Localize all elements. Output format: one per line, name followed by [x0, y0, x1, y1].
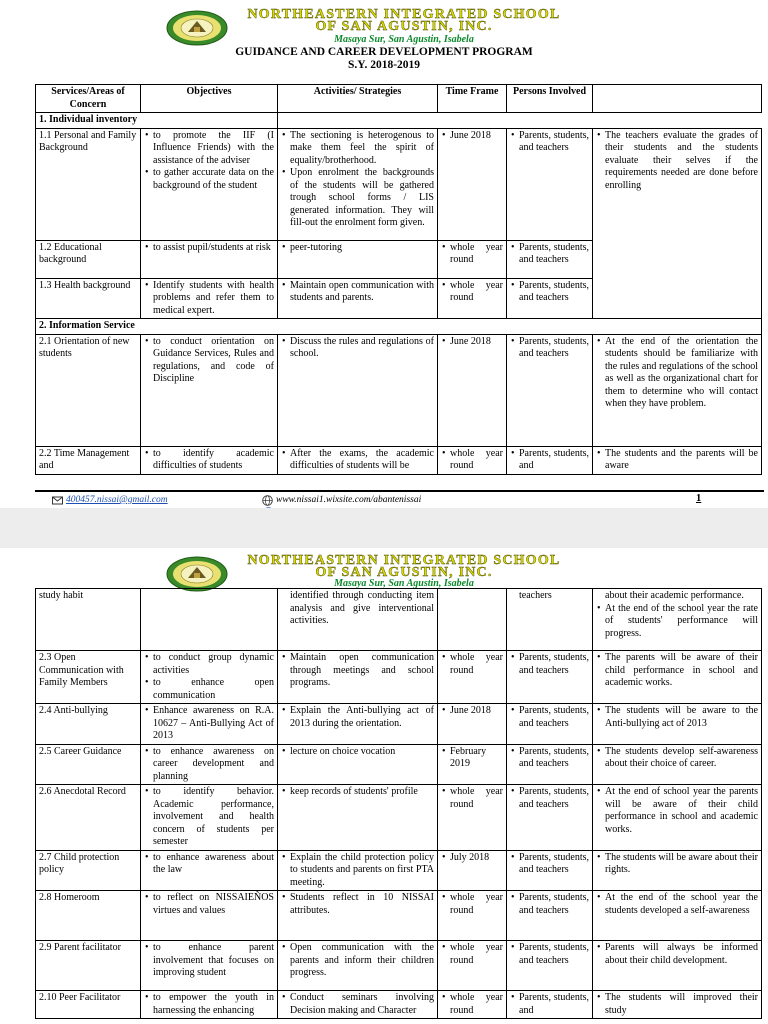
activities-cell	[278, 941, 438, 991]
table-row	[36, 891, 762, 941]
document-page-1	[0, 0, 768, 485]
time-frame-cell	[438, 446, 507, 474]
section-row	[36, 113, 762, 129]
activity-item: • Upon enrolment the backgrounds of the students will be gathered trough school forms / LIS generated information. They will fill-out the enrolment form given.	[290, 167, 434, 230]
activities-cell	[278, 744, 438, 785]
remarks-item: • At the end of the school year the students developed a self-awareness	[605, 892, 758, 917]
remarks-cell	[593, 785, 762, 851]
email-link[interactable]: 400457.nissai@gmail.com	[66, 495, 168, 505]
school-address: Masaya Sur, San Agustin, Isabela	[334, 578, 474, 589]
persons-item: • Parents, students, and teachers	[519, 786, 589, 811]
objective-item: • to identify academic difficulties of students	[153, 448, 274, 473]
persons-item: • Parents, students, and teachers	[519, 280, 589, 305]
time-frame-cell	[438, 891, 507, 941]
persons-cell	[507, 785, 593, 851]
remarks-cell	[593, 446, 762, 474]
remarks-cell	[593, 589, 762, 651]
time-frame-cell	[438, 744, 507, 785]
activity-item: • lecture on choice vocation	[290, 746, 434, 759]
persons-item: • Parents, students, and teachers	[519, 242, 589, 267]
objective-item: • Identify students with health problems and refer them to medical expert.	[153, 280, 274, 318]
page-number: 1	[696, 493, 702, 504]
time-frame-cell	[438, 785, 507, 851]
activities-cell	[278, 278, 438, 319]
area-cell: 2.10 Peer Facilitator	[36, 991, 141, 1019]
objectives-cell	[141, 891, 278, 941]
objective-item: • to reflect on NISSAIEÑOS virtues and values	[153, 892, 274, 917]
objectives-cell	[141, 991, 278, 1019]
remarks-item: • Parents will always be informed about their child development.	[605, 942, 758, 967]
objectives-cell	[141, 446, 278, 474]
persons-cell	[507, 128, 593, 240]
time-frame-cell	[438, 240, 507, 278]
remarks-item: • The students and the parents will be aware	[605, 448, 758, 473]
column-header-remarks	[593, 85, 762, 113]
email-icon	[52, 495, 63, 506]
time-frame-cell	[438, 278, 507, 319]
objective-item: • to enhance parent involvement that focuses on improving student	[153, 942, 274, 980]
persons-cell	[507, 991, 593, 1019]
area-cell: 2.4 Anti-bullying	[36, 704, 141, 745]
school-name	[234, 555, 574, 579]
objectives-cell	[141, 651, 278, 704]
persons-cell	[507, 446, 593, 474]
time-frame-item: • whole year round	[450, 942, 503, 967]
activity-item: • Explain the child protection policy to students and parents on first PTA meeting.	[290, 852, 434, 890]
area-cell: 2.7 Child protection policy	[36, 850, 141, 891]
persons-cell	[507, 891, 593, 941]
time-frame-item: • July 2018	[450, 852, 503, 865]
activities-cell	[278, 240, 438, 278]
activity-item: • Explain the Anti-bullying act of 2013 during the orientation.	[290, 705, 434, 730]
activities-cell	[278, 704, 438, 745]
table-row	[36, 991, 762, 1019]
column-header-objectives: Objectives	[141, 85, 278, 113]
persons-item: • Parents, students, and teachers	[519, 942, 589, 967]
school-name	[234, 9, 574, 33]
school-seal-logo	[166, 10, 228, 46]
remarks-cell	[593, 334, 762, 446]
remarks-cell	[593, 128, 762, 319]
column-header-time-frame: Time Frame	[438, 85, 507, 113]
time-frame-cell	[438, 589, 507, 651]
activity-item: • Discuss the rules and regulations of school.	[290, 336, 434, 361]
globe-icon	[262, 495, 273, 506]
remarks-item: • The parents will be aware of their child performance in school and academic works.	[605, 652, 758, 690]
section-row-filler	[278, 113, 762, 129]
objectives-cell	[141, 941, 278, 991]
area-cell: 2.3 Open Communication with Family Members	[36, 651, 141, 704]
area-cell: 1.2 Educational background	[36, 240, 141, 278]
time-frame-item: • whole year round	[450, 280, 503, 305]
table-row	[36, 744, 762, 785]
persons-cell	[507, 240, 593, 278]
table-row	[36, 128, 762, 240]
document-page-2	[0, 548, 768, 1024]
activity-item: • peer-tutoring	[290, 242, 434, 255]
remarks-item: • The students develop self-awareness about their choice of career.	[605, 746, 758, 771]
time-frame-cell	[438, 128, 507, 240]
objective-item: • to assist pupil/students at risk	[153, 242, 274, 255]
remarks-item: • The students will improved their study	[605, 992, 758, 1017]
school-name-line-1: NORTHEASTERN INTEGRATED SCHOOL	[247, 7, 561, 22]
activities-cell	[278, 334, 438, 446]
school-header	[0, 548, 768, 588]
objective-item: • to conduct group dynamic activities	[153, 652, 274, 677]
area-cell: 2.1 Orientation of new students	[36, 334, 141, 446]
activities-cell: identified through conducting item analysis and give interventional activities.	[278, 589, 438, 651]
objective-item: • to empower the youth in harnessing the enhancing	[153, 992, 274, 1017]
objectives-cell	[141, 128, 278, 240]
objective-item: • to conduct orientation on Guidance Services, Rules and regulations, and code of Discipline	[153, 336, 274, 386]
area-cell: 2.2 Time Management and	[36, 446, 141, 474]
persons-cell	[507, 850, 593, 891]
activities-cell	[278, 891, 438, 941]
time-frame-item: • February 2019	[450, 746, 503, 771]
time-frame-cell	[438, 850, 507, 891]
time-frame-item: • whole year round	[450, 786, 503, 811]
school-name-line-1: NORTHEASTERN INTEGRATED SCHOOL	[247, 553, 561, 568]
school-year: S.Y. 2018-2019	[347, 59, 421, 71]
school-name-line-2: OF SAN AGUSTIN, INC.	[315, 19, 493, 34]
objective-item: • to enhance awareness about the law	[153, 852, 274, 877]
activities-cell	[278, 651, 438, 704]
remarks-cell	[593, 704, 762, 745]
program-table-page-2	[35, 588, 762, 1019]
time-frame-item: • June 2018	[450, 705, 503, 718]
remarks-item: • The students will be aware to the Anti-bullying act of 2013	[605, 705, 758, 730]
area-cell: 1.3 Health background	[36, 278, 141, 319]
footer-divider	[35, 490, 764, 492]
table-row	[36, 446, 762, 474]
time-frame-cell	[438, 991, 507, 1019]
time-frame-item: • whole year round	[450, 448, 503, 473]
remarks-cell	[593, 744, 762, 785]
table-row	[36, 785, 762, 851]
section-title: 2. Information Service	[36, 319, 762, 335]
persons-item: • Parents, students, and teachers	[519, 336, 589, 361]
website-link[interactable]: www.nissai1.wixsite.com/abantenissai	[276, 495, 422, 505]
school-header	[0, 0, 768, 46]
persons-item: • Parents, students, and teachers	[519, 130, 589, 155]
remarks-cell	[593, 850, 762, 891]
page-gap	[0, 508, 768, 548]
area-cell: 2.8 Homeroom	[36, 891, 141, 941]
persons-cell	[507, 334, 593, 446]
persons-cell	[507, 278, 593, 319]
school-address: Masaya Sur, San Agustin, Isabela	[334, 34, 474, 45]
school-seal-logo	[166, 556, 228, 592]
objectives-cell	[141, 744, 278, 785]
objectives-cell	[141, 785, 278, 851]
time-frame-cell	[438, 704, 507, 745]
area-cell: 2.9 Parent facilitator	[36, 941, 141, 991]
time-frame-item: • whole year round	[450, 892, 503, 917]
activity-item: • Students reflect in 10 NISSAI attributes.	[290, 892, 434, 917]
objectives-cell	[141, 850, 278, 891]
persons-cell	[507, 941, 593, 991]
activities-cell	[278, 991, 438, 1019]
persons-cell	[507, 704, 593, 745]
table-row	[36, 850, 762, 891]
table-row	[36, 651, 762, 704]
remarks-item: • At the end of the orientation the students should be familiarize with the rules and regulations of the school as well as the organizational chart for them to determine who will contact when they have problem.	[605, 336, 758, 411]
objectives-cell	[141, 240, 278, 278]
time-frame-cell	[438, 651, 507, 704]
time-frame-cell	[438, 941, 507, 991]
objective-item: • to promote the IIF (I Influence Friends) with the assistance of the adviser	[153, 130, 274, 168]
program-table-page-1	[35, 84, 762, 475]
program-title: GUIDANCE AND CAREER DEVELOPMENT PROGRAM	[235, 46, 533, 58]
activities-cell	[278, 128, 438, 240]
area-cell: 1.1 Personal and Family Background	[36, 128, 141, 240]
activities-cell	[278, 785, 438, 851]
area-cell: study habit	[36, 589, 141, 651]
table-row	[36, 941, 762, 991]
activity-item: • The sectioning is heterogenous to make them feel the spirit of equality/brotherhood.	[290, 130, 434, 168]
table-row	[36, 704, 762, 745]
remarks-item: • At the end of school year the parents will be aware of their child performance in school and academic works.	[605, 786, 758, 836]
activities-cell	[278, 446, 438, 474]
column-header-activities: Activities/ Strategies	[278, 85, 438, 113]
time-frame-item: • whole year round	[450, 652, 503, 677]
objectives-cell	[141, 589, 278, 651]
time-frame-item: • whole year round	[450, 242, 503, 267]
objectives-cell	[141, 334, 278, 446]
persons-item: • Parents, students, and	[519, 448, 589, 473]
objectives-cell	[141, 704, 278, 745]
activity-item: • After the exams, the academic difficulties of students will be	[290, 448, 434, 473]
persons-item: • Parents, students, and	[519, 992, 589, 1017]
time-frame-item: • June 2018	[450, 336, 503, 349]
persons-item: • Parents, students, and teachers	[519, 746, 589, 771]
remarks-item: • The teachers evaluate the grades of their students and the students evaluate their selves if the requirements needed are done before enrolling	[605, 130, 758, 193]
persons-cell	[507, 744, 593, 785]
objective-item: • to enhance open communication	[153, 677, 274, 702]
objective-item: • to gather accurate data on the background of the student	[153, 167, 274, 192]
persons-item: • Parents, students, and teachers	[519, 852, 589, 877]
activity-item: • Maintain open communication with students and parents.	[290, 280, 434, 305]
section-title: 1. Individual inventory	[36, 113, 278, 129]
column-header-area: Services/Areas of Concern	[36, 85, 141, 113]
school-name-line-2: OF SAN AGUSTIN, INC.	[315, 565, 493, 580]
objective-item: • Enhance awareness on R.A. 10627 – Anti-Bullying Act of 2013	[153, 705, 274, 743]
remarks-cell	[593, 991, 762, 1019]
persons-cell: teachers	[507, 589, 593, 651]
remarks-cell	[593, 941, 762, 991]
activity-item: • Maintain open communication through meetings and school programs.	[290, 652, 434, 690]
table-header-row	[36, 85, 762, 113]
objective-item: • to enhance awareness on career development and planning	[153, 746, 274, 784]
persons-item: • Parents, students, and teachers	[519, 652, 589, 677]
activity-item: • Conduct seminars involving Decision making and Character	[290, 992, 434, 1017]
objective-item: • to identify behavior. Academic performance, involvement and health concern of students per semester	[153, 786, 274, 849]
time-frame-item: • June 2018	[450, 130, 503, 143]
objectives-cell	[141, 278, 278, 319]
page-footer	[0, 486, 768, 508]
remarks-cell	[593, 651, 762, 704]
table-row	[36, 589, 762, 651]
activity-item: • Open communication with the parents and inform their children progress.	[290, 942, 434, 980]
section-row	[36, 319, 762, 335]
area-cell: 2.6 Anecdotal Record	[36, 785, 141, 851]
remarks-item: • At the end of the school year the rate of students' performance will progress.	[605, 603, 758, 641]
time-frame-item: • whole year round	[450, 992, 503, 1017]
remarks-cell	[593, 891, 762, 941]
activity-item: • keep records of students' profile	[290, 786, 434, 799]
remarks-item: • The students will be aware about their rights.	[605, 852, 758, 877]
activities-cell	[278, 850, 438, 891]
table-row	[36, 334, 762, 446]
column-header-persons: Persons Involved	[507, 85, 593, 113]
persons-item: • Parents, students, and teachers	[519, 892, 589, 917]
remarks-continuation: about their academic performance.	[605, 590, 744, 601]
persons-item: • Parents, students, and teachers	[519, 705, 589, 730]
time-frame-cell	[438, 334, 507, 446]
persons-cell	[507, 651, 593, 704]
area-cell: 2.5 Career Guidance	[36, 744, 141, 785]
